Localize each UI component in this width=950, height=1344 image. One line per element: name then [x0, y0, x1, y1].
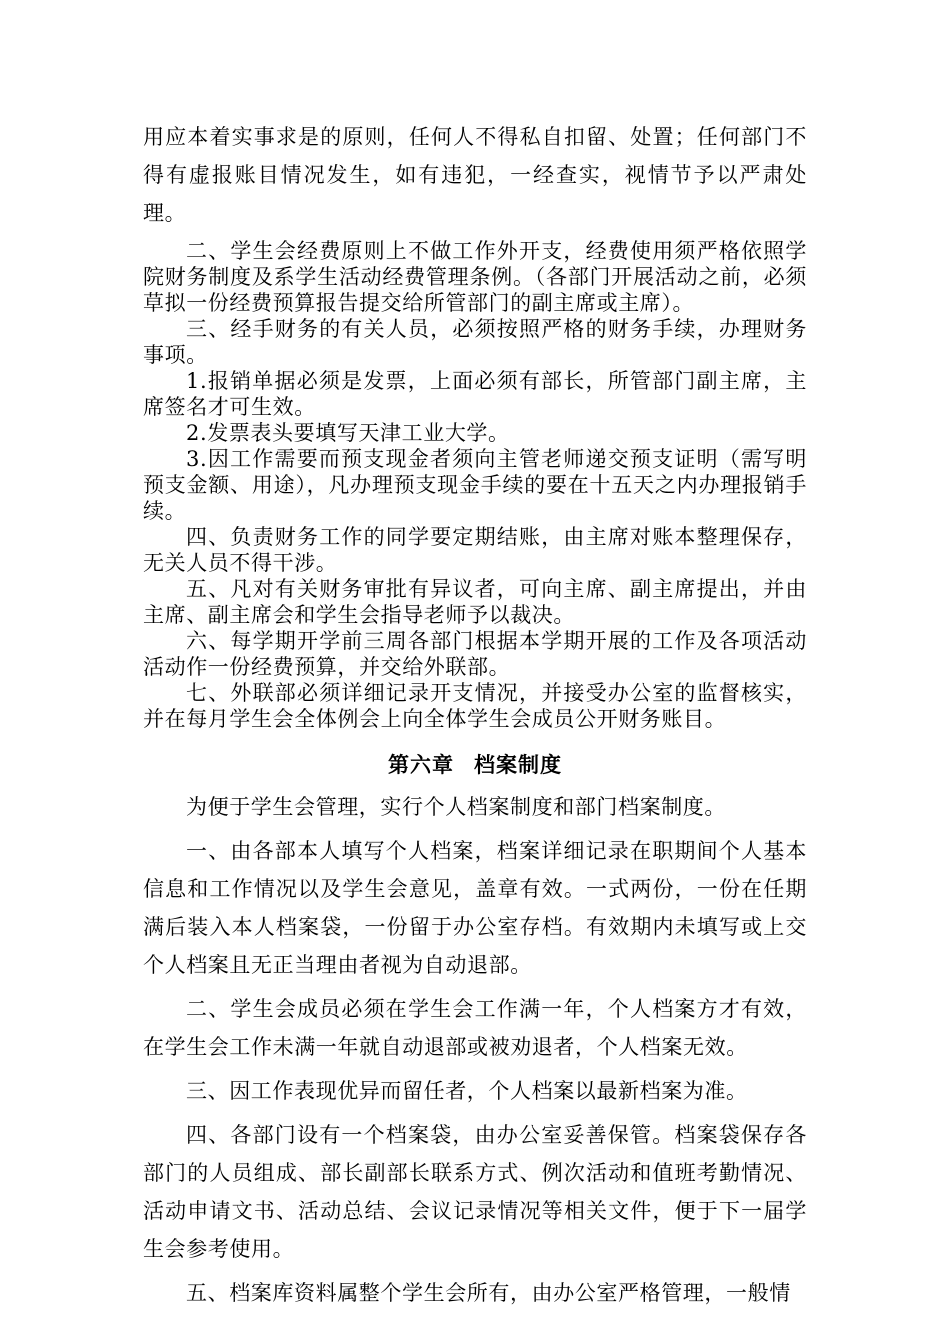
- paragraph-item-2: 2.发票表头要填写天津工业大学。: [186, 421, 510, 445]
- chapter-title: 档案制度: [474, 753, 562, 777]
- paragraph-archive-5: 五、档案库资料属整个学生会所有，由办公室严格管理，一般情: [186, 1281, 791, 1305]
- paragraph-rule-6: 六、每学期开学前三周各部门根据本学期开展的工作及各项活动活动作一份经费预算，并交给外联部。: [143, 629, 807, 679]
- paragraph-item-1: 1.报销单据必须是发票，上面必须有部长，所管部门副主席，主席签名才可生效。: [143, 369, 807, 419]
- paragraph-intro: 为便于学生会管理，实行个人档案制度和部门档案制度。: [186, 795, 726, 819]
- paragraph-rule-3: 三、经手财务的有关人员，必须按照严格的财务手续，办理财务事项。: [143, 317, 807, 367]
- paragraph-archive-1: 一、由各部本人填写个人档案，档案详细记录在职期间个人基本信息和工作情况以及学生会意见，盖章有效。一式两份，一份在任期满后装入本人档案袋，一份留于办公室存档。有效期内未填写或上交个人档案且无正当理由者视为自动退部。: [143, 839, 807, 977]
- paragraph-archive-4: 四、各部门设有一个档案袋，由办公室妥善保管。档案袋保存各部门的人员组成、部长副部长联系方式、例次活动和值班考勤情况、活动申请文书、活动总结、会议记录情况等相关文件，便于下一届学生会参考使用。: [143, 1123, 807, 1261]
- paragraph-rule-7: 七、外联部必须详细记录开支情况，并接受办公室的监督核实，并在每月学生会全体例会上向全体学生会成员公开财务账目。: [143, 681, 807, 731]
- paragraph-rule-4: 四、负责财务工作的同学要定期结账，由主席对账本整理保存，无关人员不得干涉。: [143, 525, 807, 575]
- chapter-heading: [143, 748, 807, 782]
- paragraph-rule-5: 五、凡对有关财务审批有异议者，可向主席、副主席提出，并由主席、副主席会和学生会指导老师予以裁决。: [143, 577, 807, 627]
- document-page: [143, 118, 807, 1318]
- paragraph-archive-3: 三、因工作表现优异而留任者，个人档案以最新档案为准。: [186, 1079, 748, 1103]
- chapter-number: 第六章: [388, 753, 454, 777]
- paragraph-archive-2: 二、学生会成员必须在学生会工作满一年，个人档案方才有效，在学生会工作未满一年就自动退部或被劝退者，个人档案无效。: [143, 997, 807, 1059]
- paragraph-continued: 用应本着实事求是的原则，任何人不得私自扣留、处置；任何部门不得有虚报账目情况发生，如有违犯，一经查实，视情节予以严肃处理。: [143, 125, 807, 225]
- paragraph-item-3: 3.因工作需要而预支现金者须向主管老师递交预支证明（需写明预支金额、用途），凡办理预支现金手续的要在十五天之内办理报销手续。: [143, 447, 807, 523]
- section-finance-continued: [143, 118, 807, 732]
- section-archive-system: [143, 788, 807, 1312]
- paragraph-rule-2: 二、学生会经费原则上不做工作外开支，经费使用须严格依照学院财务制度及系学生活动经费管理条例。（各部门开展活动之前，必须草拟一份经费预算报告提交给所管部门的副主席或主席）。: [143, 239, 807, 315]
